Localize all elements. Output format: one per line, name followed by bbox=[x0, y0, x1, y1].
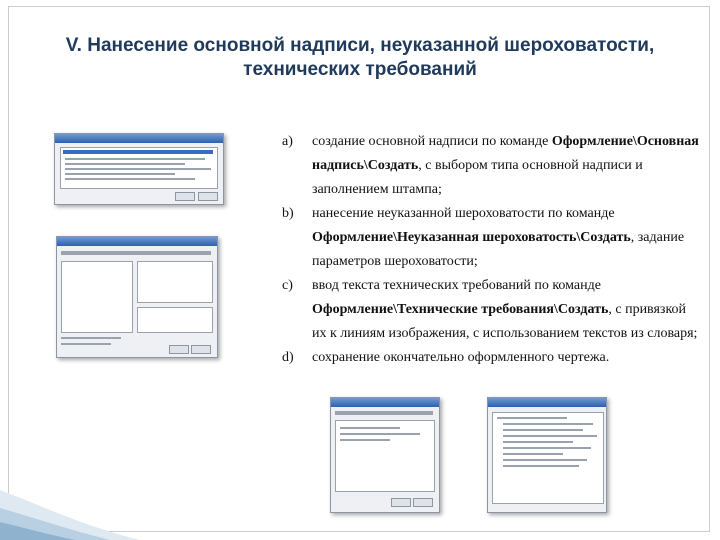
list-item bbox=[282, 202, 702, 274]
dialog-titlebar bbox=[57, 237, 217, 246]
dialog-ok-button bbox=[175, 192, 195, 201]
requirements-editor-screenshot bbox=[330, 397, 440, 513]
checkbox-row bbox=[61, 337, 121, 339]
dictionary-titlebar bbox=[488, 398, 606, 407]
item-text: сохранение окончательно оформленного чертежа. bbox=[312, 350, 610, 365]
tree-row bbox=[503, 435, 597, 437]
editor-cancel-button bbox=[413, 498, 433, 507]
tree-row bbox=[503, 447, 591, 449]
dictionary-tree bbox=[492, 412, 604, 504]
item-marker: d) bbox=[282, 350, 294, 365]
item-marker: b) bbox=[282, 206, 294, 221]
corner-decoration bbox=[0, 450, 140, 540]
item-marker: a) bbox=[282, 134, 293, 149]
tree-row bbox=[503, 441, 573, 443]
tree-row bbox=[503, 465, 579, 467]
list-row bbox=[65, 178, 195, 180]
editor-text-area bbox=[335, 420, 435, 492]
list-row bbox=[65, 163, 185, 165]
editor-ok-button bbox=[391, 498, 411, 507]
editor-toolbar bbox=[335, 411, 433, 415]
tree-row bbox=[503, 453, 563, 455]
value-area bbox=[137, 307, 213, 333]
menu-path: Оформление\Технические требования\Создать bbox=[312, 302, 609, 317]
item-text: создание основной надписи по команде bbox=[312, 134, 549, 149]
roughness-dialog-screenshot bbox=[56, 236, 218, 358]
item-text: ввод текста технических требований по команде bbox=[312, 278, 601, 293]
tree-row bbox=[503, 429, 583, 431]
dialog-titlebar bbox=[55, 134, 223, 143]
slide-title-line-2: технических требований bbox=[243, 59, 477, 80]
menu-path: Оформление\Основная надпись\Создать bbox=[312, 134, 699, 173]
parameter-table bbox=[61, 261, 133, 333]
item-text-tail: , с выбором типа основной надписи и заполнением штампа; bbox=[312, 158, 643, 197]
item-text-tail: , задание параметров шероховатости; bbox=[312, 230, 685, 269]
dialog-list bbox=[60, 147, 218, 189]
list-item bbox=[282, 274, 702, 346]
tree-row bbox=[497, 417, 567, 419]
dialog-cancel-button bbox=[198, 192, 218, 201]
slide-title-line-1: V. Нанесение основной надписи, неуказанной шероховатости, bbox=[65, 35, 655, 56]
requirements-list bbox=[282, 130, 702, 370]
item-text: нанесение неуказанной шероховатости по команде bbox=[312, 206, 615, 221]
list-item bbox=[282, 346, 702, 370]
editor-titlebar bbox=[331, 398, 439, 407]
dialog-ok-button bbox=[169, 345, 189, 354]
preview-area bbox=[137, 261, 213, 303]
menu-path: Оформление\Неуказанная шероховатость\Создать bbox=[312, 230, 631, 245]
title-block-dialog-screenshot bbox=[54, 133, 224, 205]
text-line bbox=[340, 427, 400, 429]
tree-row bbox=[503, 423, 593, 425]
list-row bbox=[65, 173, 175, 175]
text-dictionary-screenshot bbox=[487, 397, 607, 513]
list-row bbox=[65, 168, 211, 170]
item-marker: c) bbox=[282, 278, 293, 293]
item-text-tail: , с привязкой их к линиям изображения, с использованием текстов из словаря; bbox=[312, 302, 698, 341]
checkbox-row bbox=[61, 343, 111, 345]
slide-title bbox=[0, 34, 720, 82]
list-row bbox=[65, 158, 205, 160]
text-line bbox=[340, 439, 390, 441]
text-line bbox=[340, 433, 420, 435]
list-selection bbox=[63, 150, 213, 154]
list-item bbox=[282, 130, 702, 202]
toolbar-strip bbox=[61, 251, 211, 255]
tree-row bbox=[503, 459, 587, 461]
dialog-cancel-button bbox=[191, 345, 211, 354]
